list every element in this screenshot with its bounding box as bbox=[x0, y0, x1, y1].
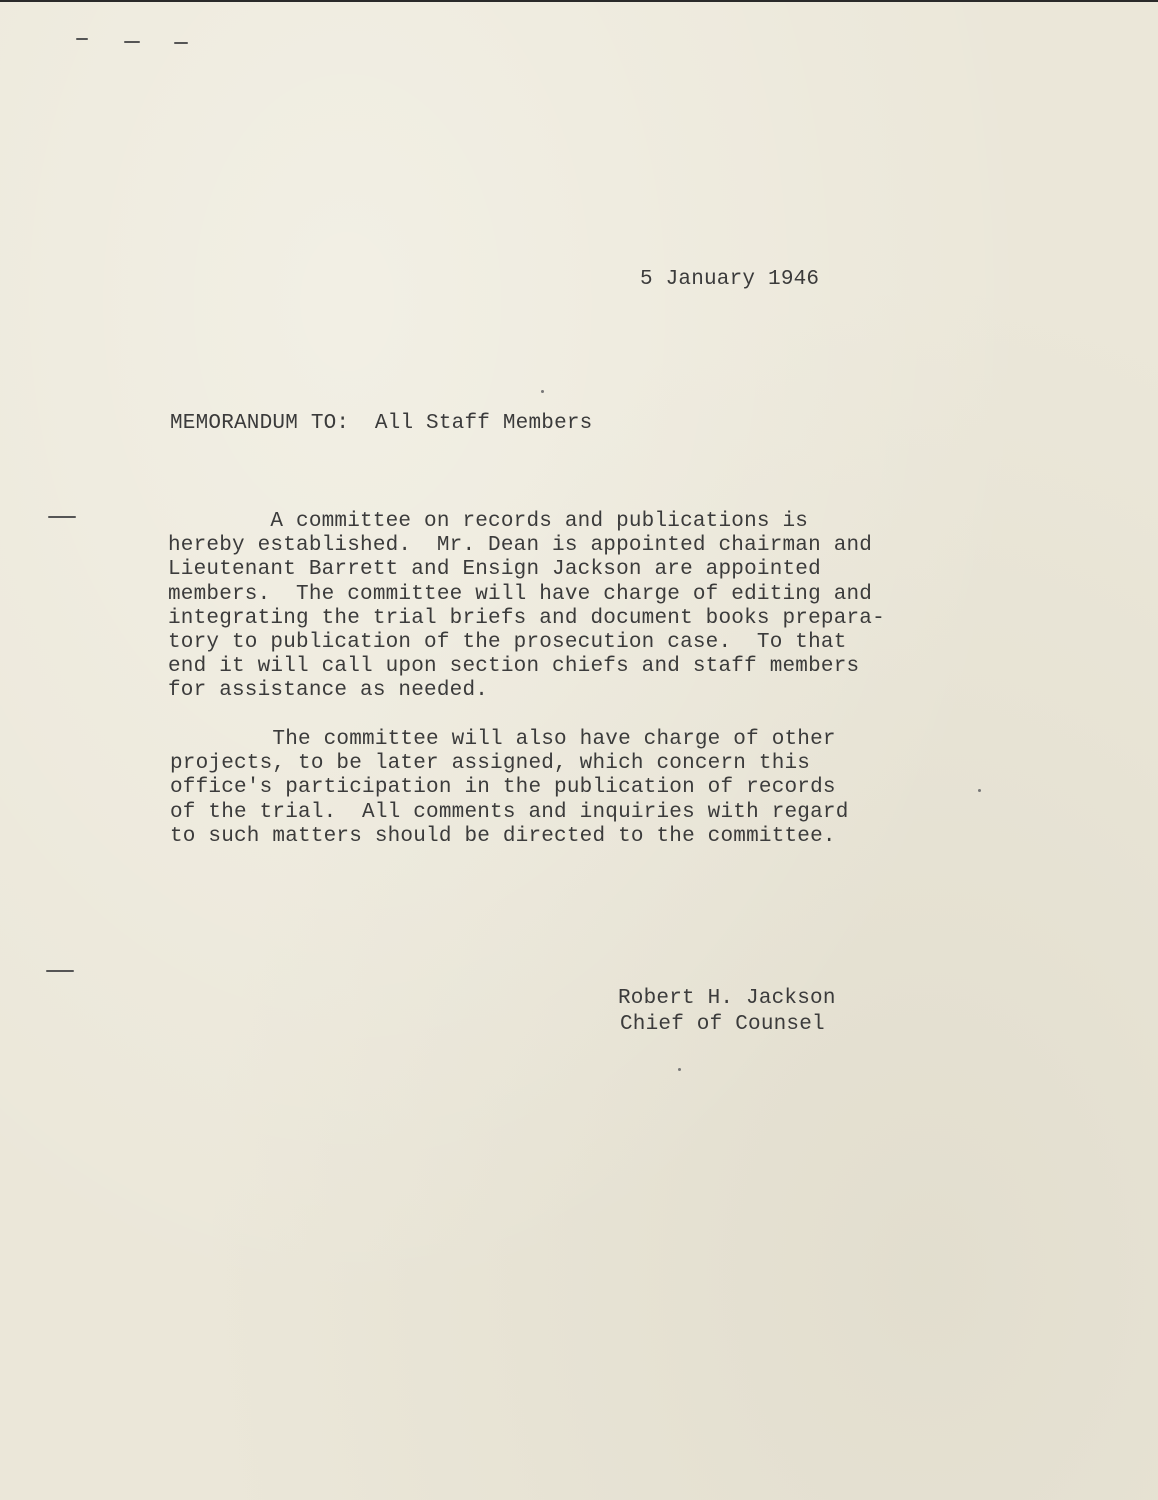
memo-recipient-line bbox=[170, 412, 592, 435]
paragraph-line: for assistance as needed. bbox=[168, 679, 489, 703]
memo-to-value: All Staff Members bbox=[374, 412, 593, 435]
signature-title: Chief of Counsel bbox=[620, 1013, 825, 1036]
margin-mark-left-1 bbox=[48, 516, 76, 518]
paragraph-line: hereby established. Mr. Dean is appointed chairman and bbox=[168, 534, 873, 558]
memo-to-label: MEMORANDUM TO: bbox=[170, 412, 350, 435]
paragraph-line: The committee will also have charge of other bbox=[170, 728, 836, 751]
signature-name: Robert H. Jackson bbox=[618, 987, 836, 1010]
margin-mark-left-2 bbox=[46, 970, 74, 972]
memo-paragraph-2 bbox=[170, 728, 849, 849]
speck bbox=[678, 1068, 681, 1071]
paragraph-line: end it will call upon section chiefs and staff members bbox=[168, 655, 860, 679]
paragraph-line: tory to publication of the prosecution case. To that bbox=[168, 631, 847, 655]
memo-paragraph-1 bbox=[168, 510, 885, 704]
margin-mark-top-1 bbox=[76, 38, 88, 40]
margin-mark-top-2 bbox=[124, 41, 140, 43]
paragraph-line: office's participation in the publication of records bbox=[170, 776, 836, 800]
paragraph-line: Lieutenant Barrett and Ensign Jackson are appointed bbox=[168, 558, 821, 582]
paragraph-line: to such matters should be directed to the committee. bbox=[170, 824, 836, 848]
memo-date: 5 January 1946 bbox=[640, 268, 820, 291]
paragraph-line: members. The committee will have charge of editing and bbox=[168, 582, 873, 606]
speck bbox=[978, 789, 981, 792]
paragraph-line: projects, to be later assigned, which concern this bbox=[170, 752, 811, 776]
paragraph-line: integrating the trial briefs and document books prepara- bbox=[168, 606, 885, 630]
speck bbox=[541, 390, 544, 393]
margin-mark-top-3 bbox=[174, 42, 188, 44]
paragraph-line: A committee on records and publications is bbox=[168, 510, 809, 533]
paragraph-line: of the trial. All comments and inquiries with regard bbox=[170, 800, 849, 824]
